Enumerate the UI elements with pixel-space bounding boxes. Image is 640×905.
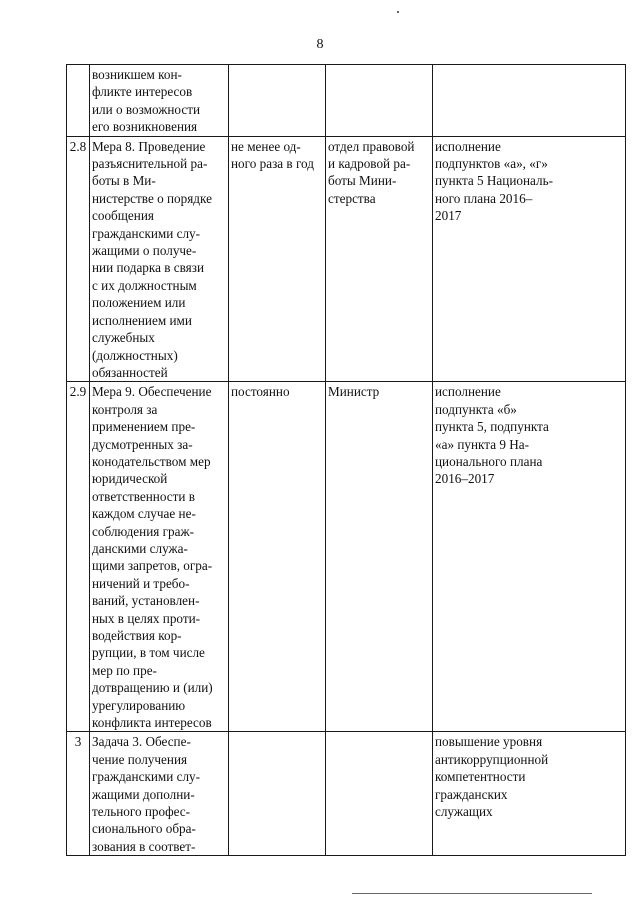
cell-line: (должностных): [92, 347, 178, 363]
cell-line: Министр: [328, 384, 380, 400]
cell-lines: [328, 383, 430, 400]
cell-line: боты в Ми-: [92, 173, 156, 189]
cell-line: подпункта «б»: [435, 401, 517, 417]
cell-line: жащими о получе-: [92, 243, 197, 259]
cell-line: пункта 5 Националь-: [435, 173, 554, 189]
cell-number: 2.8: [67, 136, 90, 382]
cell-result: [433, 382, 626, 732]
cell-line: обязанностей: [92, 364, 168, 380]
cell-line: «а» пункта 9 На-: [435, 436, 530, 452]
cell-lines: [231, 383, 323, 400]
cell-line: ного раза в год: [231, 156, 314, 172]
cell-measure: [90, 65, 229, 137]
table-row: [67, 65, 626, 137]
cell-line: применением пре-: [92, 419, 196, 435]
cell-line: щими запретов, огра-: [92, 558, 213, 574]
cell-line: разъяснительной ра-: [92, 156, 208, 172]
cell-line: исполнение: [435, 138, 501, 154]
measures-table-body: [67, 65, 626, 856]
cell-lines: [435, 383, 623, 487]
cell-line: стерства: [328, 190, 376, 206]
cell-line: ничений и требо-: [92, 575, 190, 591]
cell-measure: [90, 732, 229, 856]
cell-line: нии подарка в связи: [92, 260, 205, 276]
footer-rule: [352, 893, 592, 894]
page-number: 8: [316, 37, 324, 52]
cell-line: конодательством мер: [92, 453, 211, 469]
cell-line: мер по пре-: [92, 662, 157, 678]
cell-responsible: [326, 732, 433, 856]
table-row: [67, 136, 626, 382]
cell-term: [229, 136, 326, 382]
cell-line: ционального плана: [435, 453, 543, 469]
cell-line: конфликта интересов: [92, 715, 212, 731]
cell-line: положением или: [92, 295, 186, 311]
cell-line: дотвращению и (или): [92, 680, 213, 696]
cell-line: тельного профес-: [92, 804, 191, 820]
cell-line: пункта 5, подпункта: [435, 419, 549, 435]
cell-line: постоянно: [231, 384, 290, 400]
cell-lines: [92, 138, 226, 382]
cell-line: ваний, установлен-: [92, 593, 200, 609]
cell-line: контроля за: [92, 401, 158, 417]
cell-line: данскими служа-: [92, 540, 188, 556]
cell-number: 3: [67, 732, 90, 856]
cell-line: или о возможности: [92, 101, 201, 117]
cell-term: [229, 65, 326, 137]
cell-line: урегулированию: [92, 697, 186, 713]
cell-number: [67, 65, 90, 137]
cell-line: сионального обра-: [92, 821, 196, 837]
cell-lines: [435, 138, 623, 225]
cell-lines: [231, 138, 323, 173]
cell-line: юридической: [92, 471, 168, 487]
cell-term: [229, 732, 326, 856]
cell-line: чение получения: [92, 751, 188, 767]
measures-table: [66, 64, 626, 856]
cell-line: рупции, в том числе: [92, 645, 205, 661]
measures-table-wrapper: [66, 64, 625, 856]
cell-line: гражданскими слу-: [92, 769, 201, 785]
cell-lines: [328, 138, 430, 208]
cell-number: 2.9: [67, 382, 90, 732]
cell-lines: [92, 66, 226, 136]
cell-line: с их должностным: [92, 277, 197, 293]
cell-line: его возникновения: [92, 119, 198, 135]
cell-responsible: [326, 136, 433, 382]
cell-line: каждом случае не-: [92, 506, 196, 522]
cell-line: Мера 8. Проведение: [92, 138, 206, 154]
cell-line: исполнением ими: [92, 312, 192, 328]
cell-line: возникшем кон-: [92, 67, 182, 82]
table-row: [67, 382, 626, 732]
cell-measure: [90, 382, 229, 732]
cell-line: водействия кор-: [92, 628, 182, 643]
cell-result: [433, 65, 626, 137]
cell-line: исполнение: [435, 384, 501, 400]
scan-speck: [397, 11, 399, 13]
cell-line: боты Мини-: [328, 173, 397, 189]
cell-result: [433, 136, 626, 382]
cell-line: Мера 9. Обеспечение: [92, 384, 212, 400]
cell-line: ных в целях проти-: [92, 610, 201, 626]
cell-line: не менее од-: [231, 138, 301, 154]
cell-line: сообщения: [92, 208, 154, 224]
cell-measure: [90, 136, 229, 382]
cell-line: жащими дополни-: [92, 786, 195, 802]
cell-line: гражданских: [435, 786, 508, 802]
cell-result: [433, 732, 626, 856]
cell-responsible: [326, 382, 433, 732]
cell-line: 2017: [435, 208, 462, 224]
cell-term: [229, 382, 326, 732]
cell-line: соблюдения граж-: [92, 523, 194, 539]
table-row: [67, 732, 626, 856]
cell-line: служебных: [92, 330, 155, 346]
cell-lines: [92, 733, 226, 855]
cell-line: повышение уровня: [435, 734, 543, 750]
cell-line: компетентности: [435, 769, 526, 785]
cell-responsible: [326, 65, 433, 137]
cell-line: гражданскими слу-: [92, 225, 201, 241]
cell-line: служащих: [435, 804, 493, 820]
cell-line: дусмотренных за-: [92, 436, 193, 452]
cell-line: нистерстве о порядке: [92, 190, 212, 206]
cell-line: зования в соответ-: [92, 838, 196, 854]
cell-line: 2016–2017: [435, 471, 495, 487]
cell-line: фликте интересов: [92, 84, 193, 100]
cell-line: Задача 3. Обеспе-: [92, 734, 191, 750]
cell-line: ответственности в: [92, 488, 195, 504]
cell-line: отдел правовой: [328, 138, 415, 154]
cell-line: и кадровой ра-: [328, 156, 411, 172]
cell-lines: [435, 733, 623, 820]
cell-line: антикоррупционной: [435, 751, 549, 767]
cell-line: подпунктов «а», «г»: [435, 156, 548, 172]
cell-lines: [92, 383, 226, 731]
cell-line: ного плана 2016–: [435, 190, 533, 206]
